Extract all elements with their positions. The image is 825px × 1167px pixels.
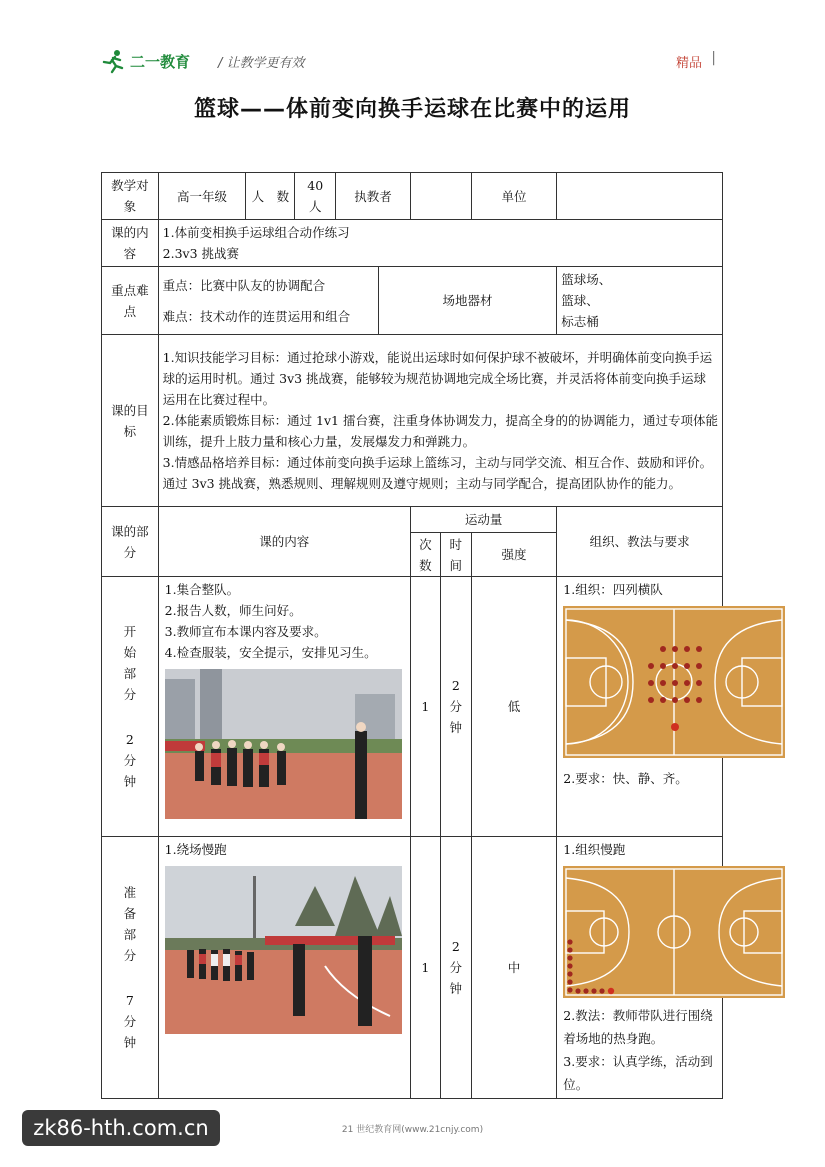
goal-item: 3.情感品格培养目标：通过体前变向换手运球上篮练习，主动与同学交流、相互合作、鼓励和评价。通过 3v3 挑战赛，熟悉规则、理解规则及遵守规则；主动与同学配合，提高团队协作的能力。 (162, 455, 713, 491)
section1-part: 开 始 部 分 2 分 钟 (102, 577, 159, 837)
section2-times: 1 (410, 837, 440, 1099)
content-item: 4.检查服装，安全提示，安排见习生。 (164, 645, 377, 660)
jogging-photo (165, 866, 402, 1034)
section1-times: 1 (410, 577, 440, 837)
grade-value: 高一年级 (158, 173, 246, 220)
content-label: 课的内容 (102, 220, 159, 267)
brand-name: 二一教育 (130, 52, 191, 71)
org-line: 3.要求：认真学练，活动到位。 (563, 1054, 713, 1092)
court-diagram-formation (563, 606, 785, 758)
section1-org (557, 577, 723, 837)
venue-label: 场地器材 (378, 267, 556, 335)
org-line: 2.教法：教师带队进行围绕着场地的热身跑。 (563, 1008, 713, 1046)
key-points (158, 267, 378, 335)
equipment-list (557, 267, 723, 335)
lesson-plan-table (101, 172, 723, 1099)
content-item: 1.集合整队。 (164, 582, 240, 597)
head-part: 课的部分 (102, 507, 159, 577)
watermark-badge: zk86-hth.com.cn (22, 1110, 220, 1146)
goal-item: 2.体能素质锻炼目标：通过 1v1 擂台赛，注重身体协调发力，提高全身的的协调能力，通过专项体能训练，提升上肢力量和核心力量，发展爆发力和弹跳力。 (162, 413, 718, 449)
content-list (158, 220, 722, 267)
page-title: 篮球——体前变向换手运球在比赛中的运用 (193, 97, 631, 122)
difficult-point: 难点：技术动作的连贯运用和组合 (162, 308, 351, 324)
section2-org (557, 837, 723, 1099)
content-item: 3.教师宣布本课内容及要求。 (164, 624, 327, 639)
section2-content (158, 837, 410, 1099)
org-line: 2.要求：快、静、齐。 (563, 771, 688, 786)
goals-list (158, 335, 722, 507)
section2-time: 2 分 钟 (440, 837, 471, 1099)
page-header (100, 44, 720, 78)
goals-label: 课的目标 (102, 335, 159, 507)
teacher-label: 执教者 (336, 173, 411, 220)
head-content: 课的内容 (158, 507, 410, 577)
section2-part: 准 备 部 分 7 分 钟 (102, 837, 159, 1099)
section2-intensity: 中 (471, 837, 557, 1099)
equipment-item: 标志桶 (561, 314, 599, 329)
footer-source: 21 世纪教育网(www.21cnjy.com) (341, 1125, 484, 1135)
count-label: 人 数 (246, 173, 295, 220)
goal-item: 1.知识技能学习目标：通过抢球小游戏，能说出运球时如何保护球不被破坏，并明确体前变向换手运球的运用时机。通过 3v3 挑战赛，能够较为规范协调地完成全场比赛，并灵活将体前变向换手运球运用在比赛过程中。 (162, 350, 713, 407)
head-org: 组织、教法与要求 (557, 507, 723, 577)
brand-logo[interactable] (100, 44, 210, 78)
target-label: 教学对象 (102, 173, 159, 220)
section1-time: 2 分 钟 (440, 577, 471, 837)
equipment-item: 篮球、 (561, 293, 599, 308)
section1-content (158, 577, 410, 837)
equipment-item: 篮球场、 (561, 272, 612, 287)
key-point: 重点：比赛中队友的协调配合 (162, 277, 326, 293)
head-load: 运动量 (410, 507, 556, 533)
premium-tag[interactable]: 精品 (675, 56, 702, 71)
key-label: 重点难点 (102, 267, 159, 335)
content-item: 1.体前变相换手运球组合动作练习 (162, 225, 350, 240)
runner-icon (100, 48, 126, 74)
unit-value (557, 173, 723, 220)
header-separator: | (711, 50, 716, 66)
section1-intensity: 低 (471, 577, 557, 837)
org-line: 1.组织：四列横队 (563, 582, 663, 597)
content-item: 2.3v3 挑战赛 (162, 246, 240, 261)
unit-label: 单位 (471, 173, 557, 220)
head-times: 次数 (410, 533, 440, 577)
teacher-value (410, 173, 471, 220)
content-item: 2.报告人数，师生问好。 (164, 603, 302, 618)
slogan: / 让教学更有效 (218, 56, 305, 71)
org-line: 1.组织慢跑 (563, 842, 626, 857)
court-diagram-jogging (563, 866, 785, 998)
assembly-photo (165, 669, 402, 819)
count-value: 40 人 (295, 173, 336, 220)
content-item: 1.绕场慢跑 (164, 842, 227, 857)
head-intensity: 强度 (471, 533, 557, 577)
head-time: 时间 (440, 533, 471, 577)
